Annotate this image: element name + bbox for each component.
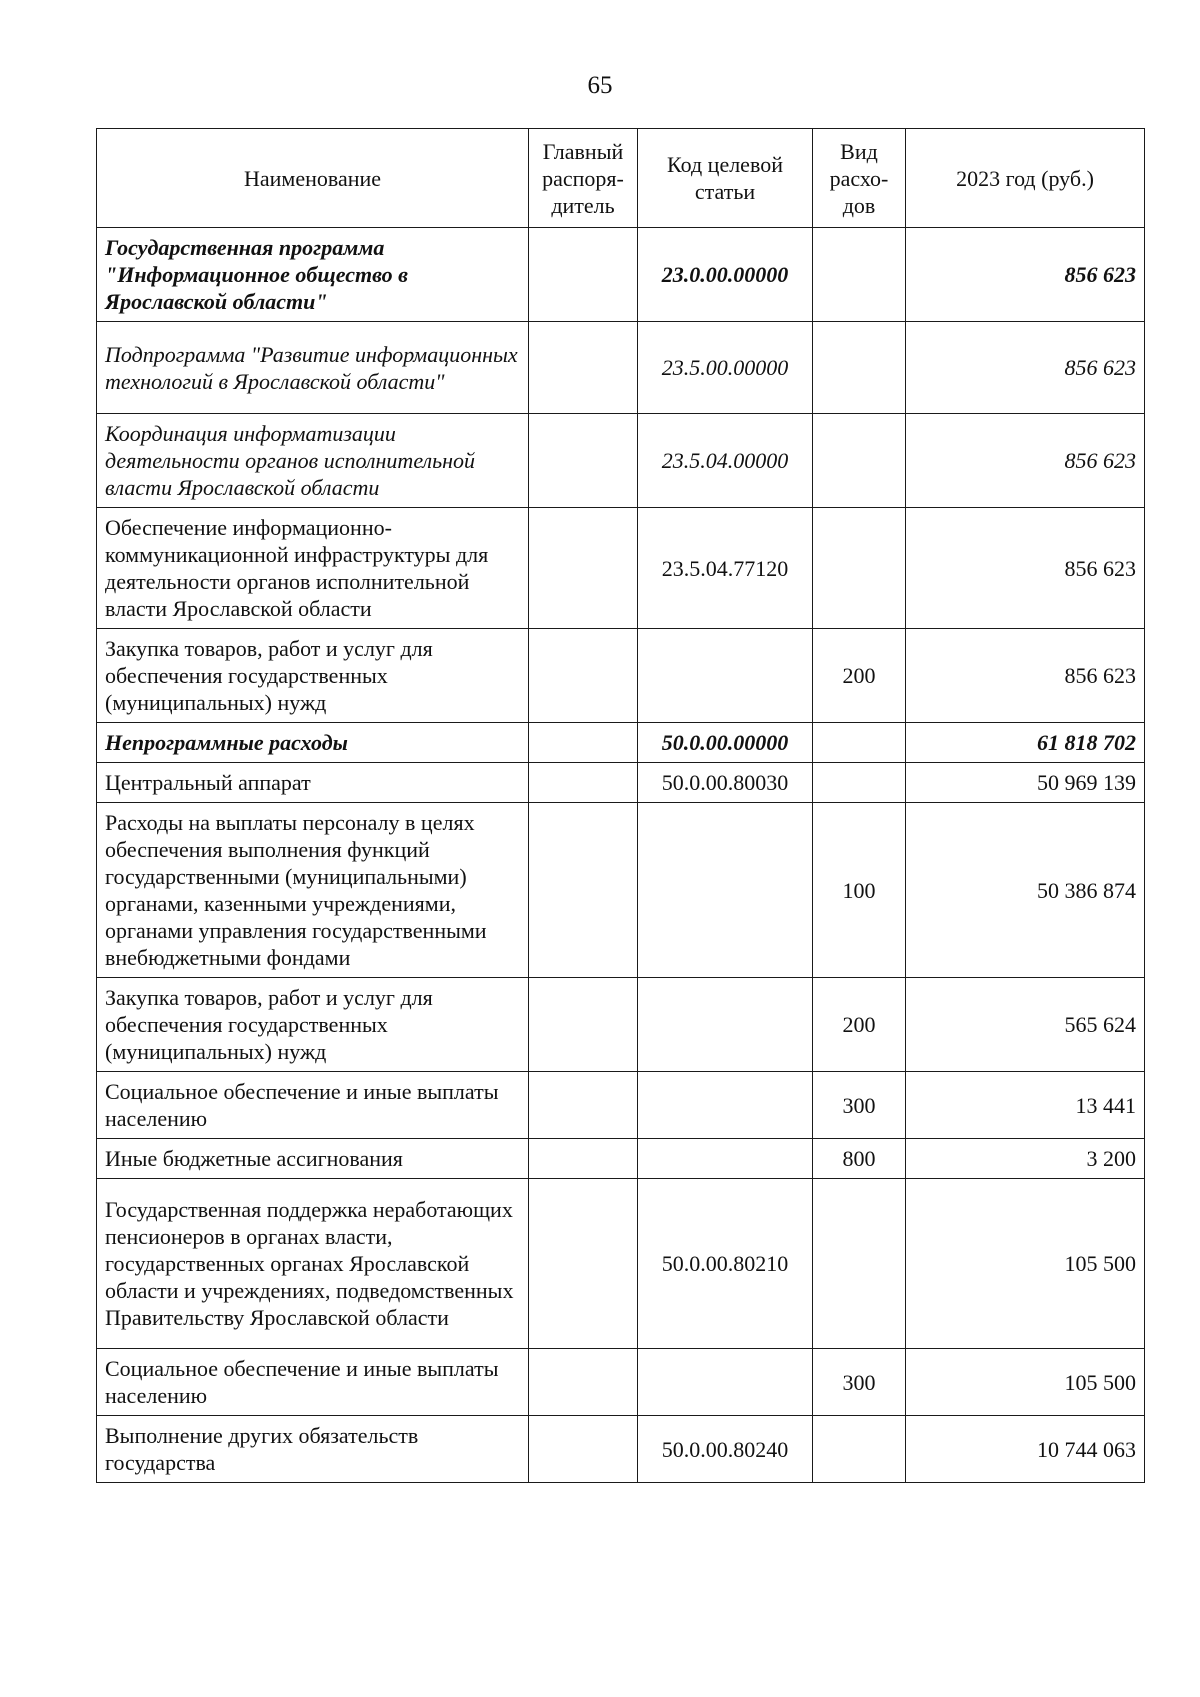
row-admin-cell <box>529 1179 638 1349</box>
table-row <box>97 322 1145 414</box>
row-sum-cell: 13 441 <box>906 1072 1145 1139</box>
table-row <box>97 763 1145 803</box>
table-row <box>97 978 1145 1072</box>
row-name-cell: Подпрограмма "Развитие информационных технологий в Ярославской области" <box>97 322 529 414</box>
page-number: 65 <box>587 72 613 99</box>
header-admin: Главный распоря-дитель <box>529 129 638 228</box>
row-code-cell: 50.0.00.80240 <box>638 1416 813 1483</box>
row-code-cell: 23.0.00.00000 <box>638 228 813 322</box>
table-header-row <box>97 129 1145 228</box>
row-code-cell: 23.5.00.00000 <box>638 322 813 414</box>
row-sum-cell: 50 386 874 <box>906 803 1145 978</box>
row-type-cell: 300 <box>813 1349 906 1416</box>
row-name-cell: Государственная поддержка неработающих пенсионеров в органах власти, государственных органах Ярославской области и учреждениях, подведомственных Правительству Ярославской области <box>97 1179 529 1349</box>
row-admin-cell <box>529 414 638 508</box>
row-code-cell: 50.0.00.80210 <box>638 1179 813 1349</box>
table-row <box>97 1139 1145 1179</box>
row-admin-cell <box>529 978 638 1072</box>
row-type-cell: 300 <box>813 1072 906 1139</box>
row-sum-cell: 856 623 <box>906 414 1145 508</box>
row-code-cell <box>638 1139 813 1179</box>
row-type-cell <box>813 228 906 322</box>
row-sum-cell: 3 200 <box>906 1139 1145 1179</box>
row-sum-cell: 856 623 <box>906 629 1145 723</box>
row-admin-cell <box>529 1139 638 1179</box>
row-name-cell: Обеспечение информационно-коммуникационной инфраструктуры для деятельности органов исполнительной власти Ярославской области <box>97 508 529 629</box>
table-row <box>97 1072 1145 1139</box>
table-row <box>97 723 1145 763</box>
row-type-cell <box>813 1416 906 1483</box>
row-name-cell: Социальное обеспечение и иные выплаты населению <box>97 1072 529 1139</box>
row-code-cell: 23.5.04.00000 <box>638 414 813 508</box>
header-sum: 2023 год (руб.) <box>906 129 1145 228</box>
row-sum-cell: 856 623 <box>906 508 1145 629</box>
row-admin-cell <box>529 508 638 629</box>
row-sum-cell: 105 500 <box>906 1179 1145 1349</box>
row-admin-cell <box>529 1416 638 1483</box>
table-row <box>97 1179 1145 1349</box>
row-sum-cell: 565 624 <box>906 978 1145 1072</box>
row-type-cell: 200 <box>813 978 906 1072</box>
row-code-cell <box>638 629 813 723</box>
table-body <box>97 228 1145 1483</box>
row-name-cell: Иные бюджетные ассигнования <box>97 1139 529 1179</box>
budget-table <box>96 128 1145 1483</box>
table-row <box>97 629 1145 723</box>
row-type-cell: 100 <box>813 803 906 978</box>
row-code-cell: 23.5.04.77120 <box>638 508 813 629</box>
row-code-cell <box>638 803 813 978</box>
table-row <box>97 803 1145 978</box>
table-row <box>97 1349 1145 1416</box>
row-sum-cell: 50 969 139 <box>906 763 1145 803</box>
row-admin-cell <box>529 1072 638 1139</box>
row-name-cell: Закупка товаров, работ и услуг для обеспечения государственных (муниципальных) нужд <box>97 629 529 723</box>
row-admin-cell <box>529 228 638 322</box>
row-name-cell: Государственная программа "Информационное общество в Ярославской области" <box>97 228 529 322</box>
row-sum-cell: 856 623 <box>906 322 1145 414</box>
table-row <box>97 228 1145 322</box>
row-type-cell: 200 <box>813 629 906 723</box>
table-row <box>97 414 1145 508</box>
row-admin-cell <box>529 803 638 978</box>
row-name-cell: Центральный аппарат <box>97 763 529 803</box>
row-admin-cell <box>529 629 638 723</box>
row-type-cell <box>813 1179 906 1349</box>
row-name-cell: Расходы на выплаты персоналу в целях обеспечения выполнения функций государственными (муниципальными) органами, казенными учреждениями, органами управления государственными внебюджетными фондами <box>97 803 529 978</box>
row-type-cell <box>813 414 906 508</box>
table-row <box>97 1416 1145 1483</box>
row-type-cell: 800 <box>813 1139 906 1179</box>
row-admin-cell <box>529 763 638 803</box>
row-type-cell <box>813 763 906 803</box>
row-type-cell <box>813 508 906 629</box>
row-sum-cell: 105 500 <box>906 1349 1145 1416</box>
table-row <box>97 508 1145 629</box>
row-type-cell <box>813 322 906 414</box>
row-name-cell: Закупка товаров, работ и услуг для обеспечения государственных (муниципальных) нужд <box>97 978 529 1072</box>
row-type-cell <box>813 723 906 763</box>
row-code-cell: 50.0.00.00000 <box>638 723 813 763</box>
row-code-cell <box>638 1349 813 1416</box>
row-admin-cell <box>529 723 638 763</box>
row-name-cell: Социальное обеспечение и иные выплаты населению <box>97 1349 529 1416</box>
header-type: Вид расхо-дов <box>813 129 906 228</box>
header-code: Код целевой статьи <box>638 129 813 228</box>
row-name-cell: Выполнение других обязательств государства <box>97 1416 529 1483</box>
row-code-cell: 50.0.00.80030 <box>638 763 813 803</box>
row-code-cell <box>638 1072 813 1139</box>
row-sum-cell: 61 818 702 <box>906 723 1145 763</box>
header-name: Наименование <box>97 129 529 228</box>
row-sum-cell: 10 744 063 <box>906 1416 1145 1483</box>
row-name-cell: Координация информатизации деятельности органов исполнительной власти Ярославской области <box>97 414 529 508</box>
row-admin-cell <box>529 322 638 414</box>
row-sum-cell: 856 623 <box>906 228 1145 322</box>
row-code-cell <box>638 978 813 1072</box>
row-name-cell: Непрограммные расходы <box>97 723 529 763</box>
row-admin-cell <box>529 1349 638 1416</box>
